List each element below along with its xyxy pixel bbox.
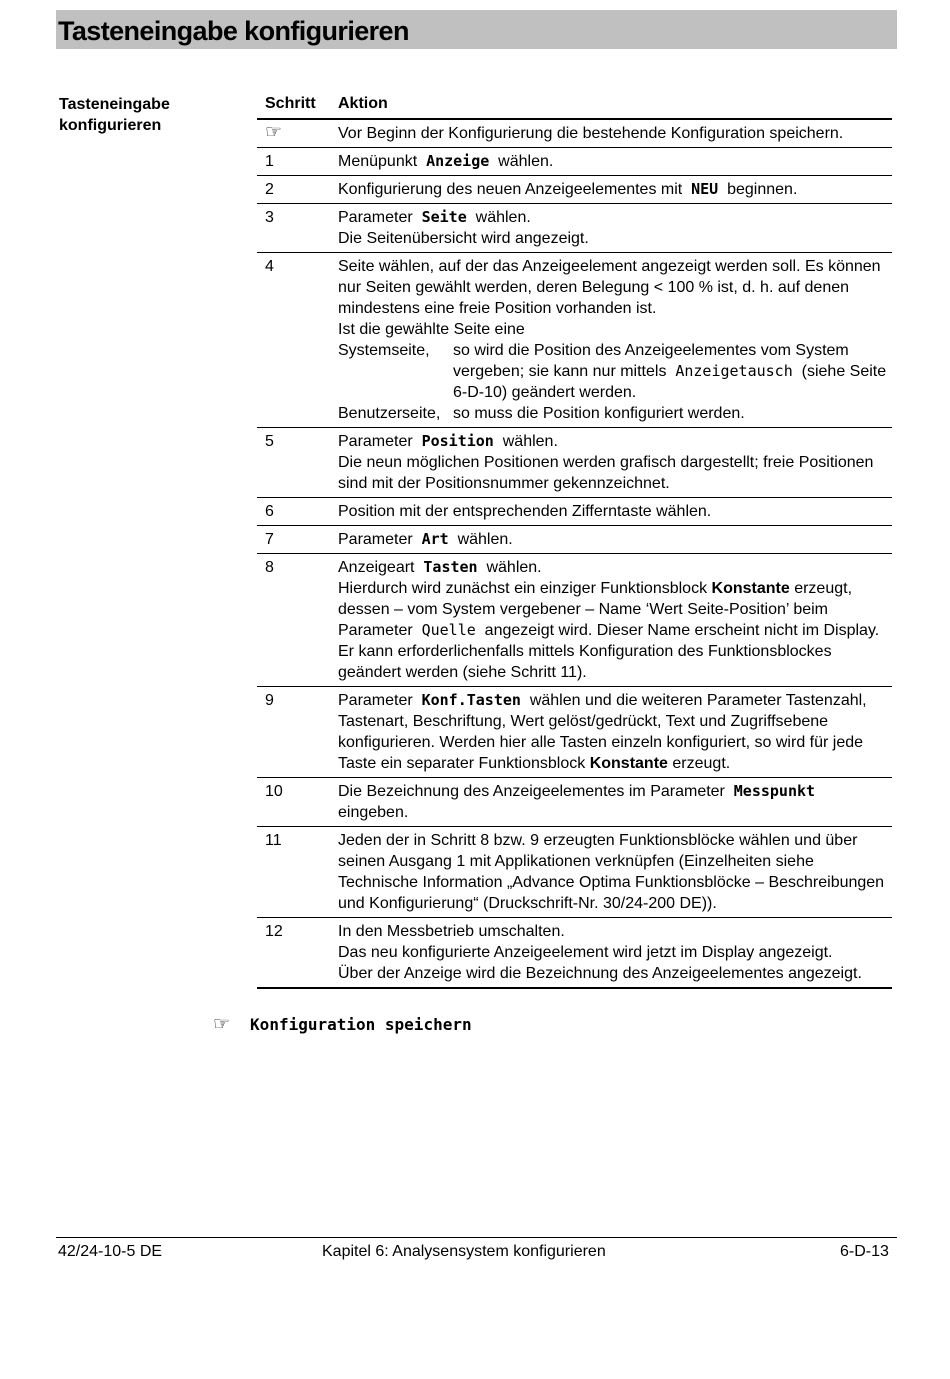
menu-code: Messpunkt	[733, 782, 816, 800]
action-text: eingeben.	[338, 804, 409, 821]
step-number: 3	[257, 204, 332, 253]
action-text: wählen.	[475, 209, 531, 226]
table-row	[257, 119, 892, 148]
title-bar	[56, 10, 897, 49]
step-number: 5	[257, 428, 332, 498]
step-number: 7	[257, 526, 332, 554]
action-text: Parameter	[338, 209, 413, 226]
user-page-row	[338, 403, 892, 424]
action-text: angezeigt wird. Dieser Name erscheint nicht im Display. Er kann erforderlichenfalls mittels Konfiguration des Funktionsblockes geändert werden (siehe Schritt 11).	[338, 622, 880, 681]
action-cell	[332, 778, 892, 827]
table-row	[257, 204, 892, 253]
bold-term: Konstante	[711, 580, 790, 597]
table-row	[257, 498, 892, 526]
step-number: 1	[257, 148, 332, 176]
user-page-label: Benutzerseite,	[338, 405, 441, 422]
step-number: 6	[257, 498, 332, 526]
table-header-row	[257, 91, 892, 119]
col-header-action: Aktion	[332, 91, 892, 119]
pointing-hand-icon: ☞	[265, 122, 283, 143]
table-row	[257, 687, 892, 778]
step-cell	[257, 119, 332, 148]
action-cell	[332, 148, 892, 176]
step-number: 2	[257, 176, 332, 204]
menu-code: NEU	[691, 180, 719, 198]
table-row	[257, 778, 892, 827]
user-page-text: so muss die Position konfiguriert werden.	[453, 405, 745, 422]
step-number: 11	[257, 827, 332, 918]
menu-code: Anzeigetausch	[675, 362, 793, 380]
action-text: Über der Anzeige wird die Bezeichnung des Anzeigeelementes angezeigt.	[338, 965, 862, 982]
action-text: Seite wählen, auf der das Anzeigeelement angezeigt werden soll. Es können nur Seiten gewählt werden, deren Belegung < 100 % ist, d. h. auf denen mindestens eine freie Position vorhanden ist.	[338, 258, 881, 317]
action-text: beginnen.	[727, 181, 798, 198]
action-text: (siehe Seite 6-D-10) geändert werden.	[453, 363, 887, 401]
action-cell	[332, 554, 892, 687]
action-text: Parameter	[338, 531, 413, 548]
action-cell	[332, 253, 892, 428]
step-number: 4	[257, 253, 332, 428]
action-text: wählen.	[486, 559, 542, 576]
action-text: Das neu konfigurierte Anzeigeelement wird jetzt im Display angezeigt.	[338, 944, 833, 961]
action-cell	[332, 204, 892, 253]
table-row	[257, 253, 892, 428]
action-cell	[332, 428, 892, 498]
chapter-title: Kapitel 6: Analysensystem konfigurieren	[322, 1243, 606, 1260]
action-cell	[332, 526, 892, 554]
steps-table	[257, 91, 892, 989]
system-page-text	[453, 340, 892, 403]
section-label: Tasteneingabe konfigurieren	[59, 96, 170, 134]
menu-code: Position	[421, 432, 494, 450]
action-text: Parameter	[338, 433, 413, 450]
menu-code: Anzeige	[426, 152, 490, 170]
action-text: In den Messbetrieb umschalten.	[338, 923, 565, 940]
step-number: 10	[257, 778, 332, 827]
menu-code: Quelle	[421, 621, 476, 639]
action-cell	[332, 687, 892, 778]
action-text: Ist die gewählte Seite eine	[338, 321, 525, 338]
doc-number: 42/24-10-5 DE	[58, 1243, 163, 1260]
action-text: Parameter	[338, 692, 413, 709]
action-cell: Vor Beginn der Konfigurierung die bestehende Konfiguration speichern.	[332, 119, 892, 148]
menu-code: Tasten	[423, 558, 478, 576]
menu-code: Seite	[421, 208, 467, 226]
action-cell: Jeden der in Schritt 8 bzw. 9 erzeugten Funktionsblöcke wählen und über seinen Ausgang 1 mit Applikationen verknüpfen (Einzelheiten siehe Technische Information „Advance Optima Funktionsblöcke – Beschreibungen und Konfigurierung“ (Druckschrift-Nr. 30/24-200 DE)).	[332, 827, 892, 918]
action-text: Hierdurch wird zunächst ein einziger Funktionsblock	[338, 580, 708, 597]
action-text: wählen.	[502, 433, 558, 450]
action-text: Menüpunkt	[338, 153, 418, 170]
action-cell	[332, 176, 892, 204]
save-config-note	[213, 1015, 472, 1035]
page-number: 6-D-13	[840, 1243, 889, 1260]
note-text: Konfiguration speichern	[250, 1015, 472, 1034]
table-row	[257, 554, 892, 687]
menu-code: Konf.Tasten	[421, 691, 521, 709]
footer-divider	[56, 1237, 897, 1238]
table-row	[257, 148, 892, 176]
table-row	[257, 176, 892, 204]
bold-term: Konstante	[589, 755, 668, 772]
action-text: Konfigurierung des neuen Anzeigeelementes mit	[338, 181, 683, 198]
action-text: wählen.	[498, 153, 554, 170]
page-title: Tasteneingabe konfigurieren	[58, 16, 409, 46]
action-text: Die Bezeichnung des Anzeigeelementes im Parameter	[338, 783, 725, 800]
col-header-step: Schritt	[257, 91, 332, 119]
action-text: Die neun möglichen Positionen werden grafisch dargestellt; freie Positionen sind mit der Positionsnummer gekennzeichnet.	[338, 454, 874, 492]
system-page-label: Systemseite,	[338, 342, 430, 359]
step-number: 12	[257, 918, 332, 989]
action-text: erzeugt.	[672, 755, 731, 772]
action-text: erzeugt, dessen – vom System vergebener – Name ‘Wert Seite-Position’ beim Parameter	[338, 580, 853, 639]
action-text: Anzeigeart	[338, 559, 415, 576]
system-page-row	[338, 340, 892, 403]
table-row	[257, 428, 892, 498]
pointing-hand-icon: ☞	[213, 1014, 231, 1035]
action-text: so wird die Position des Anzeigeelementes vom System vergeben; sie kann nur mittels	[453, 342, 849, 380]
table-row	[257, 827, 892, 918]
table-row	[257, 918, 892, 989]
action-text: wählen.	[457, 531, 513, 548]
action-cell: Position mit der entsprechenden Zifferntaste wählen.	[332, 498, 892, 526]
action-text: wählen und die weiteren Parameter Tastenzahl, Tastenart, Beschriftung, Wert gelöst/gedrückt, Text und Zugriffsebene konfigurieren. Werden hier alle Tasten einzeln konfiguriert, so wird für jede Taste ein separater Funktionsblock	[338, 692, 867, 772]
action-text: Die Seitenübersicht wird angezeigt.	[338, 230, 589, 247]
step-number: 8	[257, 554, 332, 687]
table-row	[257, 526, 892, 554]
action-cell	[332, 918, 892, 989]
step-number: 9	[257, 687, 332, 778]
menu-code: Art	[421, 530, 449, 548]
